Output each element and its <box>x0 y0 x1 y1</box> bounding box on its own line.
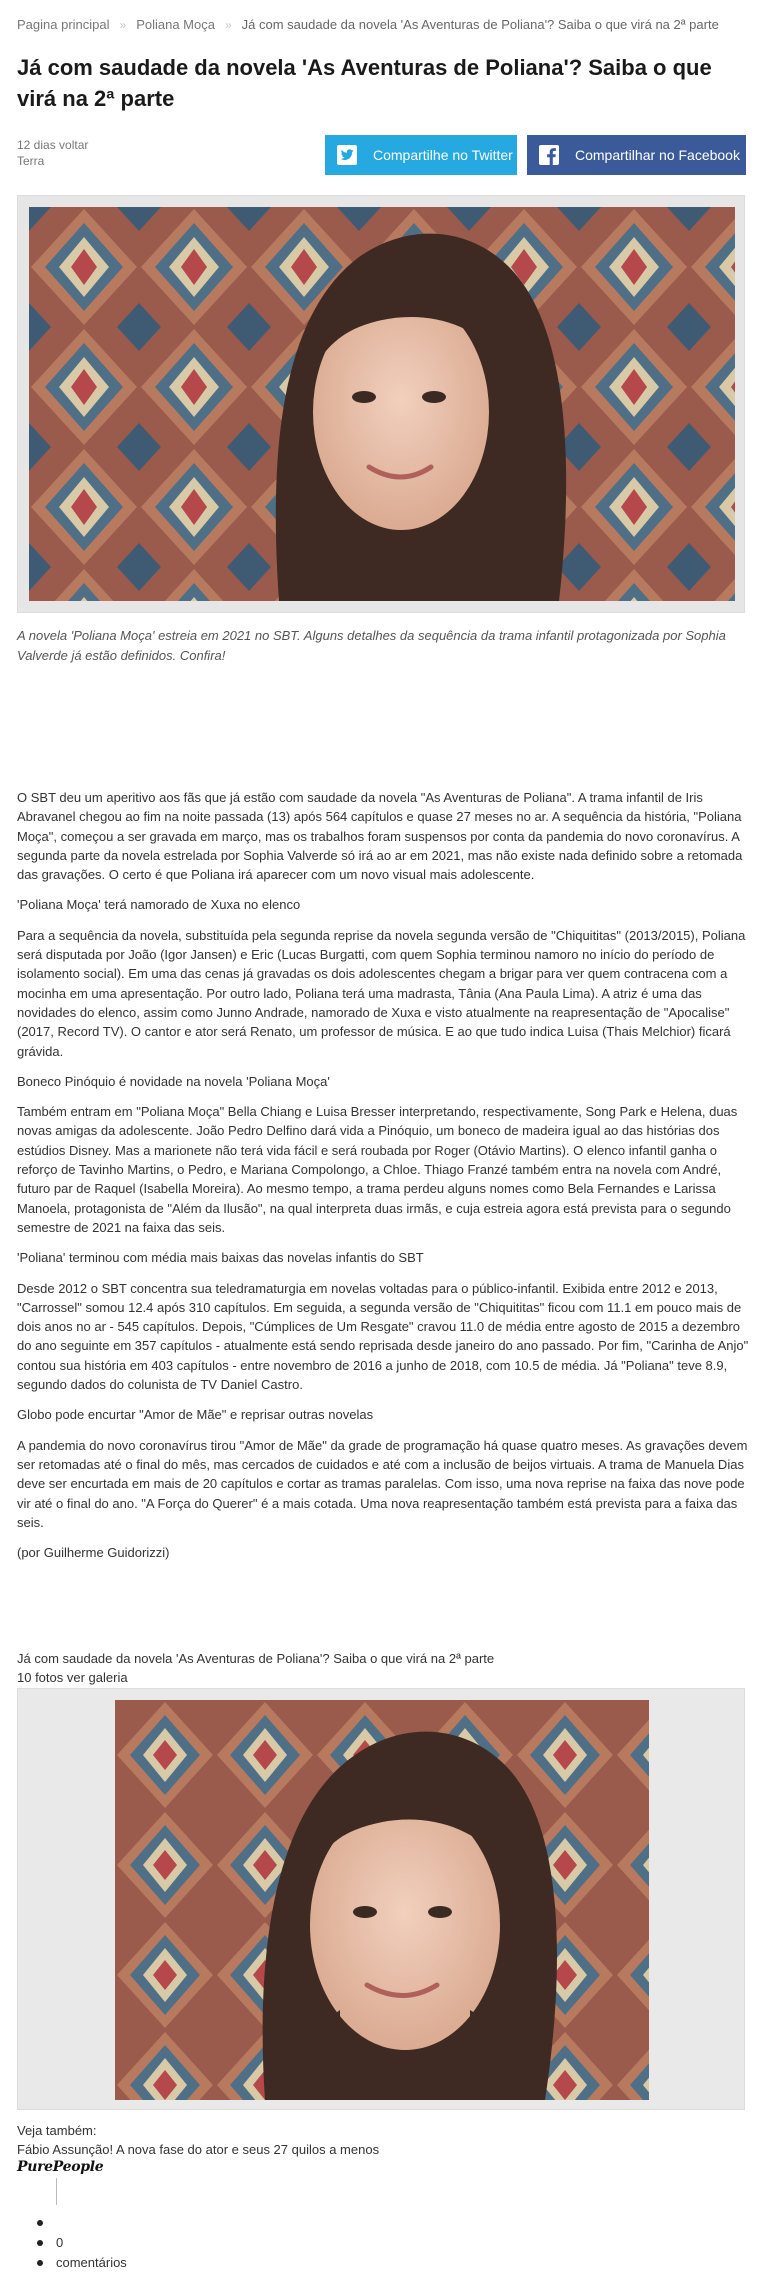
brand-logo: PurePeople <box>17 2159 104 2175</box>
article-date: 12 dias voltar <box>17 138 89 152</box>
photo-caption: A novela 'Poliana Moça' estreia em 2021 no SBT. Alguns detalhes da sequência da trama infantil protagonizada por Sophia Valverde já estão definidos. Confira! <box>17 628 726 663</box>
portrait-image <box>29 207 735 601</box>
gallery-photo[interactable] <box>115 1700 649 2100</box>
share-twitter-button[interactable] <box>325 135 517 175</box>
share-facebook-label: Compartilhar no Facebook <box>575 147 740 163</box>
counter-item <box>24 2213 127 2233</box>
article-subheading: 'Poliana' terminou com média mais baixas das novelas infantis do SBT <box>17 1250 424 1266</box>
breadcrumb <box>17 17 752 32</box>
comment-counter-list <box>24 2213 127 2273</box>
breadcrumb-separator: » <box>119 18 127 32</box>
article-source: Terra <box>17 154 45 168</box>
article-subheading: 'Poliana Moça' terá namorado de Xuxa no elenco <box>17 897 301 913</box>
breadcrumb-separator: » <box>224 18 232 32</box>
breadcrumb-section-link[interactable]: Poliana Moça <box>136 17 215 32</box>
facebook-icon <box>539 145 559 165</box>
article-paragraph: Também entram em "Poliana Moça" Bella Chiang e Luisa Bresser interpretando, respectivamente, Song Park e Helena, duas novas amigas da adolescente. João Pedro Delfino dará vida a Pinóquio, um boneco de madeira igual ao das histórias dos estúdios Disney. Mas a marionete não terá vida fácil e será roubada por Roger (Otávio Martins). O elenco infantil ganha o reforço de Tavinho Martins, o Pedro, e Mariana Compolongo, a Chloe. Thiago Franzé também entra na novela com André, futuro par de Raquel (Isabella Moreira). Ao mesmo tempo, a trama perdeu alguns nomes como Bela Fernandes e Larissa Manoela, protagonista de "Além da Ilusão", na qual interpreta duas irmãs, e cuja estreia agora está prevista para o segundo semestre de 2021 na faixa das seis. <box>17 1104 738 1235</box>
bullet-icon <box>37 2220 43 2226</box>
gallery-title: Já com saudade da novela 'As Aventuras de Poliana'? Saiba o que virá na 2ª parte <box>17 1651 495 1666</box>
article-body <box>17 788 749 1573</box>
main-photo-frame <box>17 195 745 613</box>
gallery-link[interactable]: 10 fotos ver galeria <box>17 1670 128 1685</box>
article-paragraph: Desde 2012 o SBT concentra sua teledramaturgia em novelas voltadas para o público-infantil. Exibida entre 2012 e 2013, "Carrossel" somou 12.4 após 310 capítulos. Em seguida, a segunda versão de "Chiquititas" ficou com 11.1 em pouco mais de dois anos no ar - 545 capítulos. Depois, "Cúmplices de Um Resgate" cravou 11.0 de média entre agosto de 2015 a dezembro do ano seguinte em 357 capítulos - atualmente está sendo reprisada desde janeiro do ano passado. Por fim, "Carinha de Anjo" contou sua história em 403 capítulos - entre novembro de 2016 a junho de 2018, com 10.5 de média. Já "Poliana" teve 8.9, segundo dados do colunista de TV Daniel Castro. <box>17 1280 749 1393</box>
see-also-heading: Veja também: <box>17 2123 97 2138</box>
article-paragraph: O SBT deu um aperitivo aos fãs que já estão com saudade da novela "As Aventuras de Poliana". A trama infantil de Iris Abravanel chegou ao fim na noite passada (13) após 564 capítulos e quase 27 meses no ar. A sequência da história, "Poliana Moça", começou a ser gravada em março, mas os trabalhos foram suspensos por conta da pandemia do novo coronavírus. A segunda parte da novela estrelada por Sophia Valverde só irá ao ar em 2021, mas não existe nada definido sobre a retomada das gravações. O certo é que Poliana irá aparecer com um novo visual mais adolescente. <box>17 790 743 883</box>
twitter-icon <box>337 145 357 165</box>
main-photo[interactable] <box>29 207 735 601</box>
share-facebook-button[interactable] <box>527 135 746 175</box>
counter-item <box>24 2233 127 2253</box>
share-twitter-label: Compartilhe no Twitter <box>373 147 513 163</box>
breadcrumb-home-link[interactable]: Pagina principal <box>17 17 110 32</box>
article-subheading: Boneco Pinóquio é novidade na novela 'Poliana Moça' <box>17 1073 330 1089</box>
related-article-link[interactable]: Fábio Assunção! A nova fase do ator e seus 27 quilos a menos <box>17 2142 380 2157</box>
gallery-frame <box>17 1688 745 2110</box>
comment-count[interactable]: 0 <box>56 2235 64 2250</box>
counter-item <box>24 2253 127 2273</box>
comments-label[interactable]: comentários <box>56 2255 127 2270</box>
breadcrumb-current: Já com saudade da novela 'As Aventuras de Poliana'? Saiba o que virá na 2ª parte <box>241 17 719 32</box>
article-paragraph: A pandemia do novo coronavírus tirou "Amor de Mãe" da grade de programação há quase quatro meses. As gravações devem ser retomadas até o final do mês, mas cercados de cuidados e até com a inclusão de beijos virtuais. A trama de Manuela Dias deve ser encurtada em mais de 20 capítulos e cortar as tramas paralelas. Com isso, uma nova reprise na faixa das nove pode vir até o final do ano. "A Força do Querer" é a mais cotada. Uma nova reapresentação também está prevista para a faixa das seis. <box>17 1437 748 1530</box>
article-meta <box>17 137 88 169</box>
article-subheading: Globo pode encurtar "Amor de Mãe" e reprisar outras novelas <box>17 1407 374 1423</box>
article-title: Já com saudade da novela 'As Aventuras de Poliana'? Saiba o que virá na 2ª parte <box>17 55 712 111</box>
bullet-icon <box>37 2260 43 2266</box>
bullet-icon <box>37 2240 43 2246</box>
vertical-divider <box>56 2178 57 2205</box>
article-author: (por Guilherme Guidorizzi) <box>17 1545 170 1561</box>
gallery-portrait-image <box>115 1700 649 2100</box>
article-paragraph: Para a sequência da novela, substituída pela segunda reprise da novela segunda versão de "Chiquititas" (2013/2015), Poliana será disputada por João (Igor Jansen) e Eric (Lucas Burgatti, com quem Sophia terminou namoro no início do período de isolamento social). Em uma das cenas já gravadas os dois adolescentes chegam a brigar para ver quem contracena com a mocinha em uma apresentação. Por outro lado, Poliana terá uma madrasta, Tânia (Ana Paula Lima). A atriz é uma das novidades do elenco, assim como Junno Andrade, namorado de Xuxa e visto atualmente na reapresentação de "Apocalise" (2017, Record TV). O cantor e ator será Renato, um professor de música. E ao que tudo indica Luisa (Thais Melchior) ficará grávida. <box>17 927 746 1059</box>
